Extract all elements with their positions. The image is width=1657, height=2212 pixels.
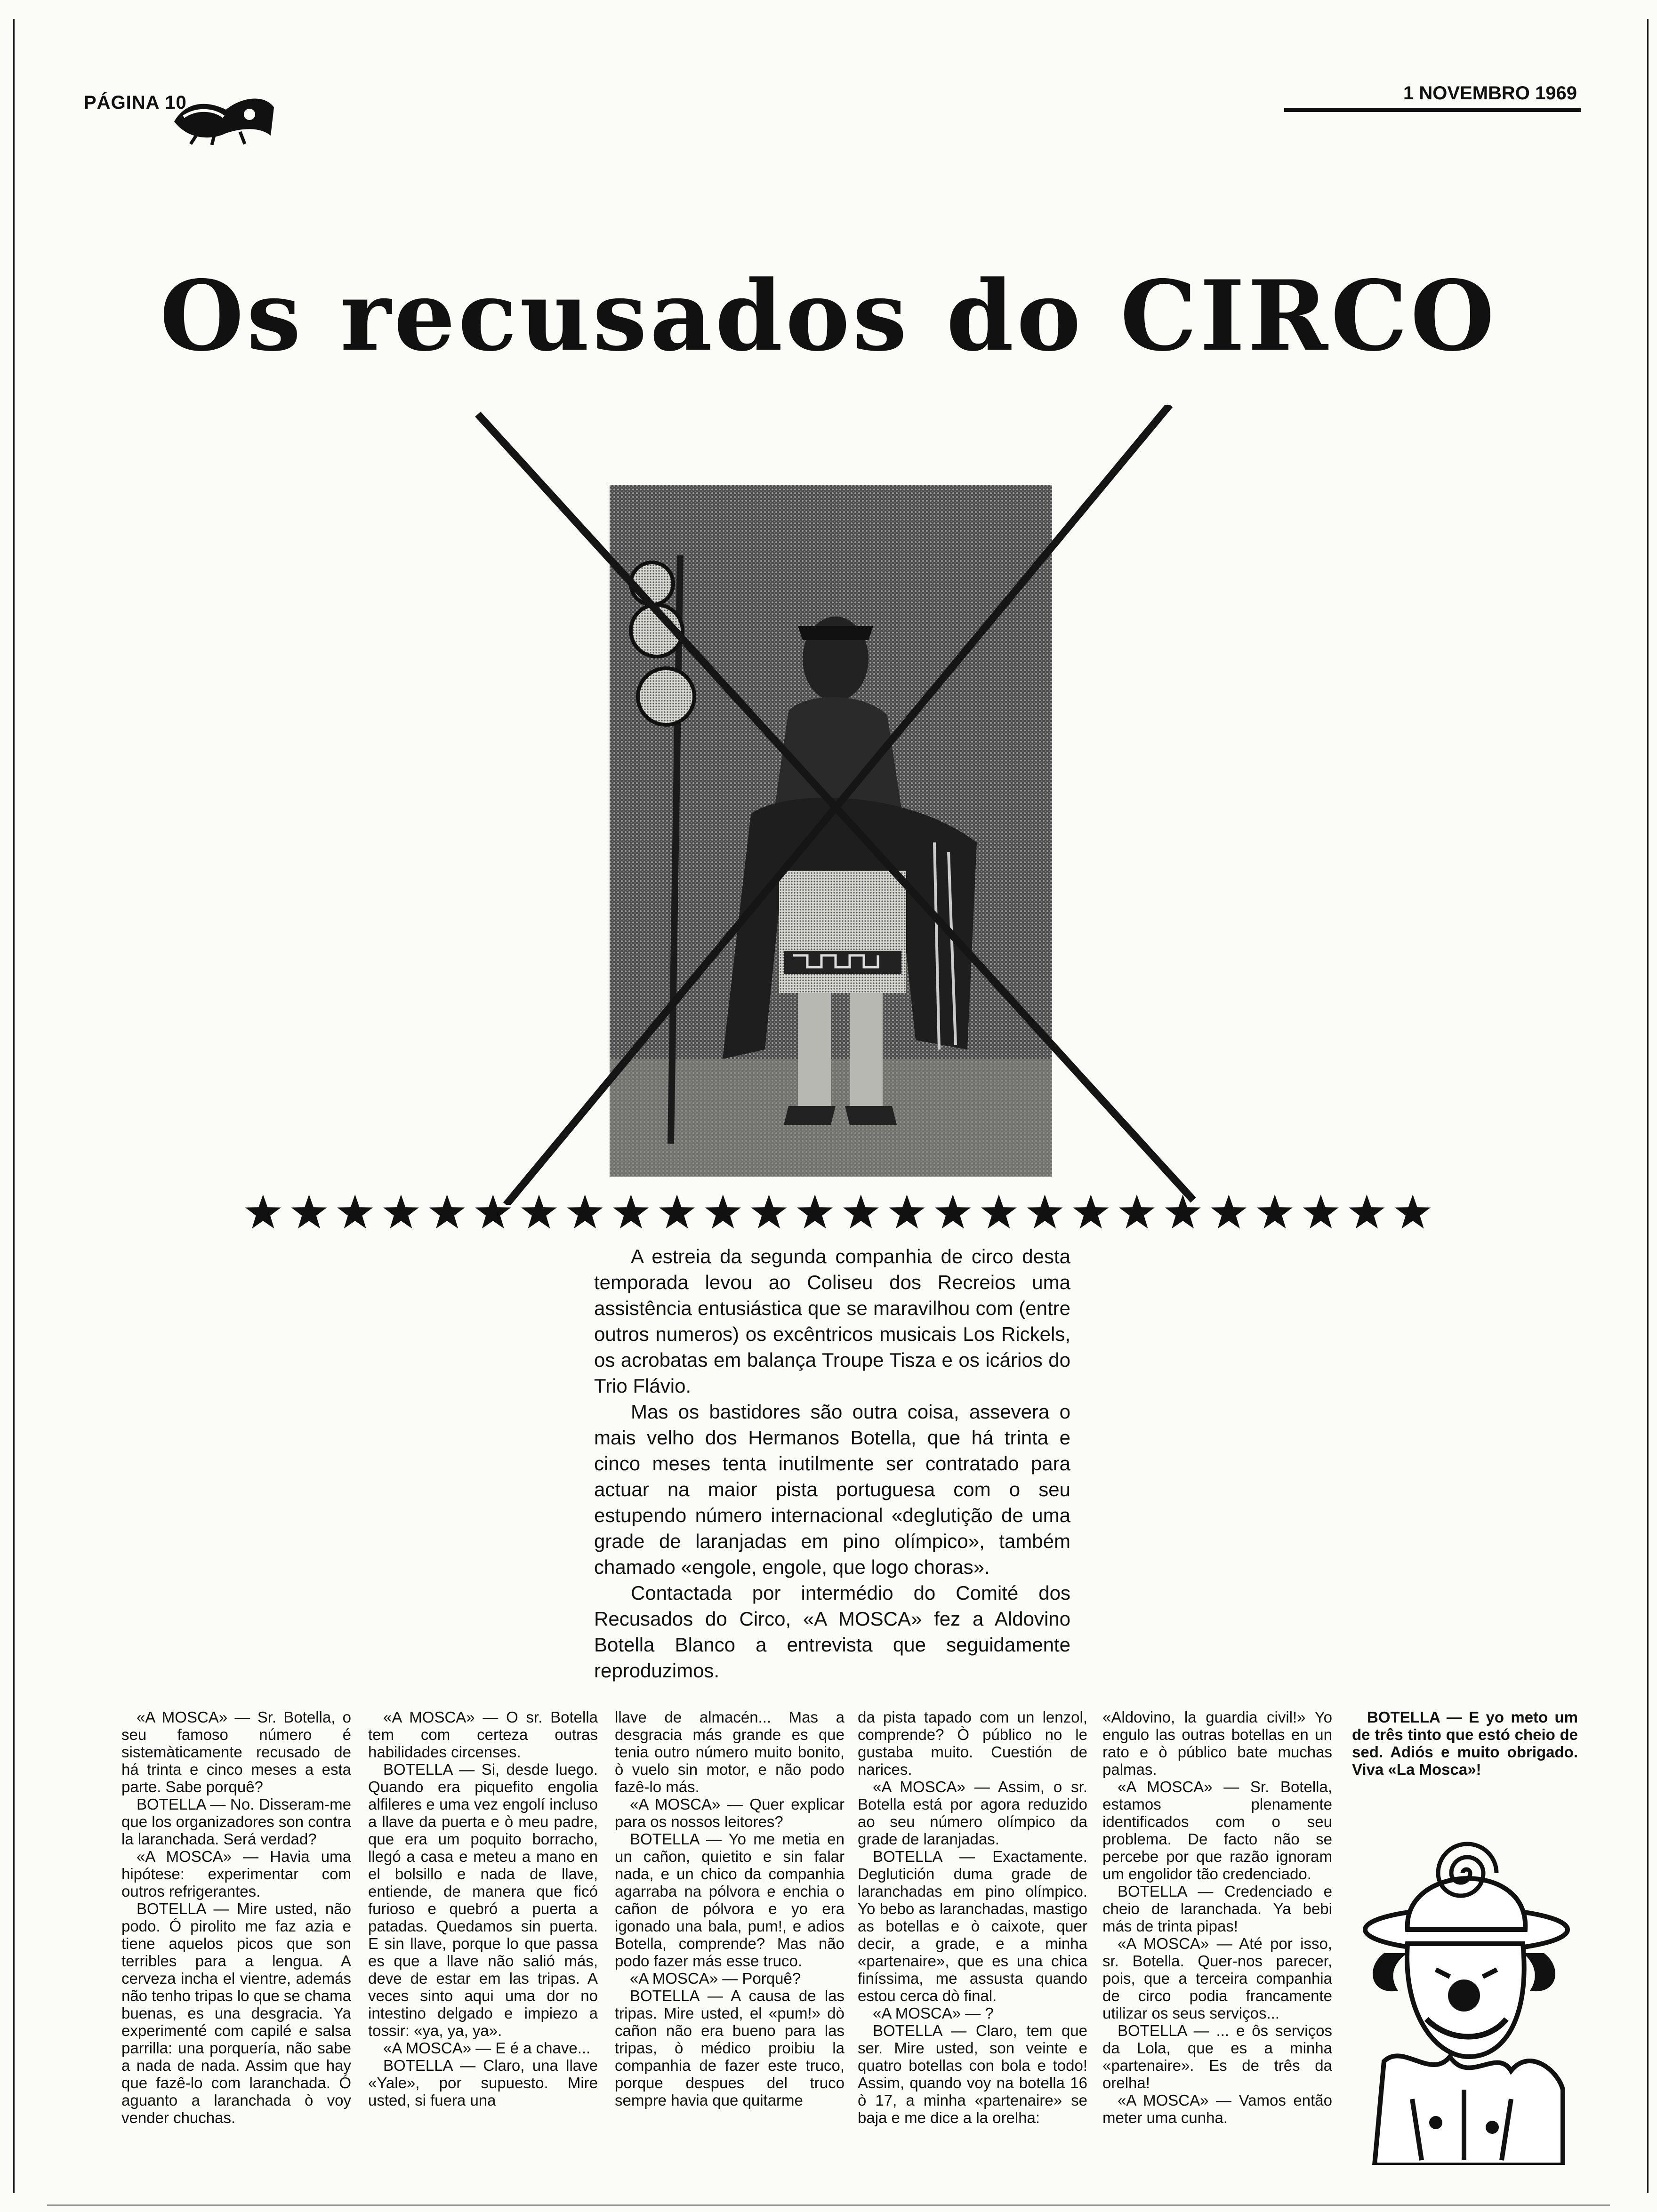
star-icon <box>659 1194 695 1228</box>
interview-paragraph: «A MOSCA» — Sr. Botella, estamos plenamente identificados com o seu problema. De facto não se percebe por que razão ignoram um engolidor tão credenciado. <box>1102 1778 1332 1883</box>
intro-paragraph: A estreia da segunda companhia de circo desta temporada levou ao Coliseu dos Recreios uma assistência entusiástica que se maravilhou com (entre outros numeros) os excêntricos musicais Los Rickels, os acrobatas em balança Troupe Tisza e os icários do Trio Flávio. <box>594 1245 1070 1397</box>
star-divider <box>240 1190 1436 1237</box>
interview-paragraph: BOTELLA — Claro, una llave «Yale», por supuesto. Mire usted, si fuera una <box>368 2057 598 2109</box>
interview-paragraph: BOTELLA — Claro, tem que ser. Mire usted, son veinte e quatro botellas con bola e todo! Assim, quando voy na botella 16 ò 17, a minha «partenaire» se baja e me dice a la orelha: <box>858 2022 1087 2126</box>
cross-out-lines <box>468 405 1203 1205</box>
interview-paragraph: «A MOSCA» — Até por isso, sr. Botella. Quer-nos parecer, pois, que a terceira companhia de circo podia francamente utilizar os seus serviços... <box>1102 1935 1332 2022</box>
interview-paragraph: «A MOSCA» — Quer explicar para os nossos leitores? <box>615 1795 845 1830</box>
star-icon <box>291 1194 327 1228</box>
star-icon <box>1119 1194 1155 1228</box>
star-icon <box>751 1194 787 1228</box>
header-rule <box>1284 108 1581 112</box>
interview-paragraph: BOTELLA — Yo me metia en un cañon, quietito e sin falar nada, e un chico da companhia agarraba na pólvora e enchia o cañon de pólvora e yo era igonado una bala, pum!, e adios Botella, comprende? Mas não podo fazer más esse truco. <box>615 1830 845 1970</box>
page-label: PÁGINA 10 <box>84 92 187 113</box>
star-icon <box>705 1194 741 1228</box>
article-title: Os recusados do CIRCO <box>160 260 1497 373</box>
interview-paragraph: «A MOSCA» — E é a chave... <box>383 2039 591 2057</box>
star-icon <box>1027 1194 1063 1228</box>
issue-date: 1 NOVEMBRO 1969 <box>1403 83 1577 104</box>
star-icon <box>521 1194 557 1228</box>
interview-paragraph: BOTELLA — Mire usted, não podo. Ó pirolito me faz azia e tiene aquelos picos que son terribles para a lengua. A cerveza incha el vientre, además não tenho tripas lo que se chama buenas, es una desgracia. Ya experimenté com capilé e salsa parrilla: una porquería, não sabe a nada de nada. Assim que hay que fazê-lo com laranchada. Ó aguanto a laranchada ò voy vender chuchas. <box>121 1900 351 2126</box>
interview-paragraph: «A MOSCA» — Vamos então meter uma cunha. <box>1102 2092 1332 2126</box>
interview-paragraph: «A MOSCA» — ? <box>873 2004 994 2022</box>
star-icon <box>613 1194 649 1228</box>
star-icon <box>1349 1194 1384 1228</box>
interview-paragraph: BOTELLA — ... e ôs serviços da Lola, que es a minha «partenaire». Es de três da orelha! <box>1102 2022 1332 2092</box>
star-icon <box>1165 1194 1201 1228</box>
article-intro <box>594 1243 1070 1683</box>
star-icon <box>1257 1194 1293 1228</box>
star-icon <box>935 1194 971 1228</box>
crossed-photo <box>468 405 1203 1205</box>
interview-column-3 <box>615 1708 845 2109</box>
star-icon <box>337 1194 373 1228</box>
star-icon <box>843 1194 879 1228</box>
clown-illustration <box>1356 1835 1577 2165</box>
star-icon <box>567 1194 603 1228</box>
star-icon <box>797 1194 833 1228</box>
star-icon <box>1303 1194 1339 1228</box>
interview-column-4 <box>858 1708 1087 2126</box>
star-icon <box>1211 1194 1247 1228</box>
interview-paragraph: «A MOSCA» — Havia uma hipótese: experimentar com outros refrigerantes. <box>121 1848 351 1900</box>
star-icon <box>475 1194 511 1228</box>
footer-rule <box>47 2204 1610 2206</box>
interview-column-1 <box>121 1708 351 2126</box>
fly-logo-icon <box>169 88 278 145</box>
star-icon <box>889 1194 925 1228</box>
interview-paragraph: BOTELLA — No. Disseram-me que los organizadores son contra la laranchada. Será verdad? <box>121 1795 351 1848</box>
star-icon <box>429 1194 465 1228</box>
interview-paragraph: da pista tapado com un lenzol, comprende? Ò público no le gustaba muito. Cuestión de narices. <box>858 1708 1087 1778</box>
interview-paragraph: «A MOSCA» — O sr. Botella tem com certeza outras habilidades circenses. <box>368 1708 598 1761</box>
interview-paragraph: BOTELLA — Credenciado e cheio de laranchada. Ya bebi más de trinta pipas! <box>1102 1883 1332 1935</box>
interview-paragraph: BOTELLA — E yo meto um de três tinto que estó cheio de sed. Adiós e muito obrigado. Viva «La Mosca»! <box>1352 1708 1578 1778</box>
interview-column-2 <box>368 1708 598 2109</box>
star-icon <box>1395 1194 1431 1228</box>
star-icon <box>245 1194 281 1228</box>
star-icon <box>383 1194 419 1228</box>
interview-paragraph: «A MOSCA» — Porquê? <box>630 1970 801 1987</box>
interview-paragraph: llave de almacén... Mas a desgracia más grande es que tenia outro número muito bonito, ò vuelo sin motor, e não podo fazê-lo más. <box>615 1708 845 1795</box>
intro-paragraph: Mas os bastidores são outra coisa, assevera o mais velho dos Hermanos Botella, que há trinta e cinco meses tenta inutilmente ser contratado para actuar na maior pista portuguesa com o seu estupendo número internacional «deglutição de uma grade de laranjadas em pino olímpico», também chamado «engole, engole, que logo choras». <box>594 1401 1070 1578</box>
interview-paragraph: BOTELLA — A causa de las tripas. Mire usted, el «pum!» dò cañon não era bueno para las tripas, ò médico proibiu la companhia de fazer este truco, porque despues del truco sempre havia que quitarme <box>615 1987 845 2109</box>
interview-paragraph: «A MOSCA» — Sr. Botella, o seu famoso número é sistemàticamente recusado de há trinta e cinco meses a esta parte. Sabe porquê? <box>121 1708 351 1795</box>
interview-column-6 <box>1352 1708 1578 1778</box>
interview-paragraph: BOTELLA — Si, desde luego. Quando era piquefito engolia alfileres e uma vez engolí incluso a llave da puerta e ò meu padre, que era um poquito borracho, llegó a casa e meteu a mano en el bolsillo e nada de llave, entiende, de manera que ficó furioso e quebró a puerta a patadas. Quedamos sin puerta. E sin llave, porque lo que passa es que a llave não salió más, deve de estar em las tripas. A veces sinto aqui uma dor no intestino delgado e impiezo a tossir: «ya, ya, ya». <box>368 1761 598 2039</box>
interview-column-5 <box>1102 1708 1332 2126</box>
interview-paragraph: «A MOSCA» — Assim, o sr. Botella está por agora reduzido ao seu número olímpico da grade de laranjadas. <box>858 1778 1087 1848</box>
star-icon <box>981 1194 1017 1228</box>
interview-paragraph: BOTELLA — Exactamente. Deglutición duma grade de laranchadas em pino olímpico. Yo bebo as laranchadas, mastigo as botellas e ò caixote, quer decir, a grade, e a minha «partenaire», que es una chica finíssima, me assusta quando estou cerca dò final. <box>858 1848 1087 2004</box>
star-icon <box>1073 1194 1109 1228</box>
intro-paragraph: Contactada por intermédio do Comité dos Recusados do Circo, «A MOSCA» fez a Aldovino Botella Blanco a entrevista que seguidamente reproduzimos. <box>594 1582 1070 1682</box>
interview-paragraph: «Aldovino, la guardia civil!» Yo engulo las outras botellas en un rato e ò público bate muchas palmas. <box>1102 1708 1332 1778</box>
